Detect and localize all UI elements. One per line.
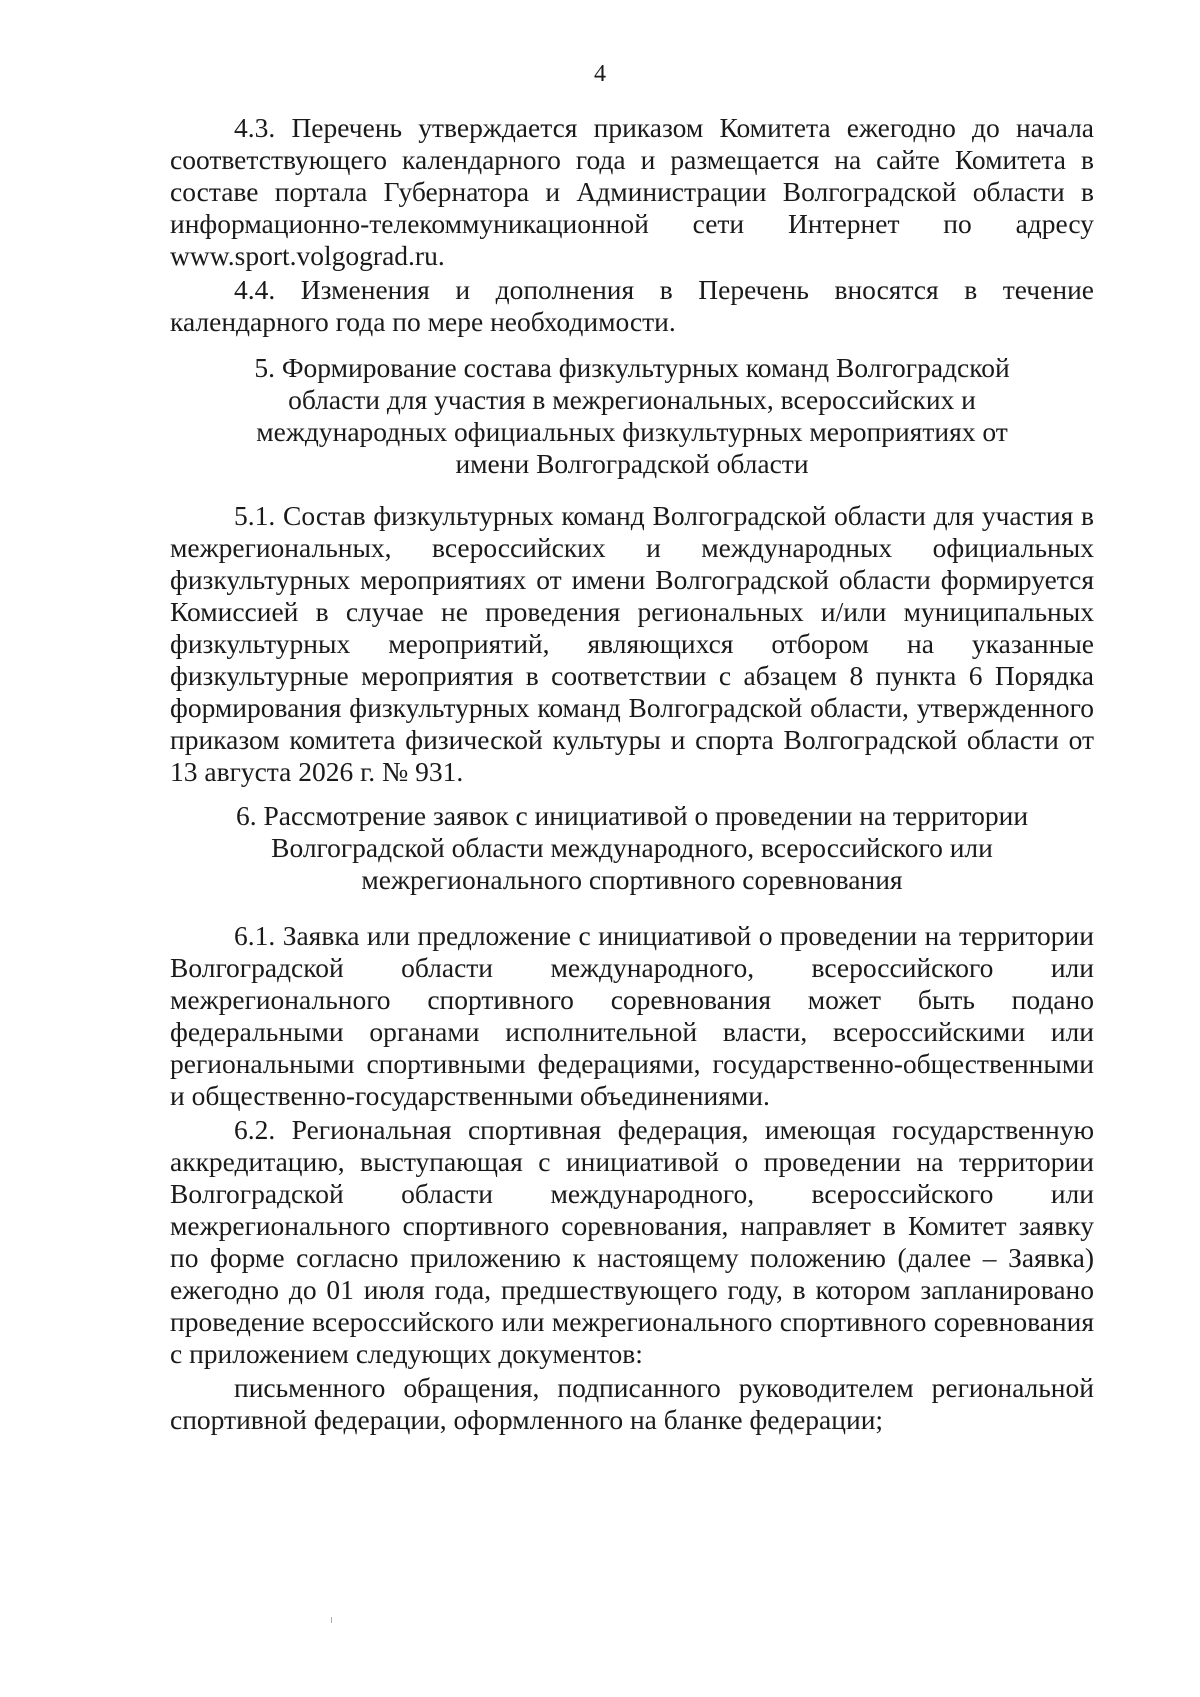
section-5-heading	[170, 352, 1094, 480]
paragraph-6-1: 6.1. Заявка или предложение с инициативой о проведении на территории Волгоградской области международного, всероссийского или межрегионального спортивного соревнования может быть подано федеральными органами исполнительной власти, всероссийскими или региональными спортивными федерациями, государственно-общественными и общественно-государственными объединениями.	[170, 920, 1094, 1111]
section-6-body	[170, 920, 1094, 1436]
paragraph-5-1: 5.1. Состав физкультурных команд Волгоградской области для участия в межрегиональных, всероссийских и международных официальных физкультурных мероприятиях от имени Волгоградской области формируется Комиссией в случае не проведения региональных и/или муниципальных физкультурных мероприятий, являющихся отбором на указанные физкультурные мероприятия в соответствии с абзацем 8 пункта 6 Порядка формирования физкультурных команд Волгоградской области, утвержденного приказом комитета физической культуры и спорта Волгоградской области от 13 августа 2026 г. № 931.	[170, 500, 1094, 787]
paragraph-4-4: 4.4. Изменения и дополнения в Перечень вносятся в течение календарного года по мере необходимости.	[170, 274, 1094, 337]
section-6-heading-line: межрегионального спортивного соревнования	[361, 864, 903, 895]
section-6-heading-line: 6. Рассмотрение заявок с инициативой о проведении на территории	[235, 800, 1029, 831]
paragraph-6-2: 6.2. Региональная спортивная федерация, имеющая государственную аккредитацию, выступающая с инициативой о проведении на территории Волгоградской области международного, всероссийского или межрегионального спортивного соревнования, направляет в Комитет заявку по форме согласно приложению к настоящему положению (далее – Заявка) ежегодно до 01 июля года, предшествующего году, в котором запланировано проведение всероссийского или межрегионального спортивного соревнования с приложением следующих документов:	[170, 1114, 1094, 1369]
scan-mark	[331, 1617, 332, 1623]
section-5-heading-line: 5. Формирование состава физкультурных команд Волгоградской	[254, 352, 1010, 383]
page-number: 4	[594, 61, 606, 87]
section-5-heading-line: международных официальных физкультурных мероприятиях от	[256, 416, 1008, 447]
section-4-body	[170, 112, 1094, 338]
paragraph-6-2-item-1: письменного обращения, подписанного руководителем региональной спортивной федерации, оформленного на бланке федерации;	[170, 1372, 1094, 1435]
section-6-heading	[170, 800, 1094, 896]
paragraph-4-3: 4.3. Перечень утверждается приказом Комитета ежегодно до начала соответствующего календарного года и размещается на сайте Комитета в составе портала Губернатора и Администрации Волгоградской области в информационно-телекоммуникационной сети Интернет по адресу www.sport.volgograd.ru.	[170, 112, 1094, 271]
section-6-heading-line: Волгоградской области международного, всероссийского или	[271, 832, 993, 863]
section-5-heading-line: имени Волгоградской области	[455, 448, 809, 479]
section-5-body	[170, 500, 1094, 788]
section-5-heading-line: области для участия в межрегиональных, всероссийских и	[288, 384, 976, 415]
